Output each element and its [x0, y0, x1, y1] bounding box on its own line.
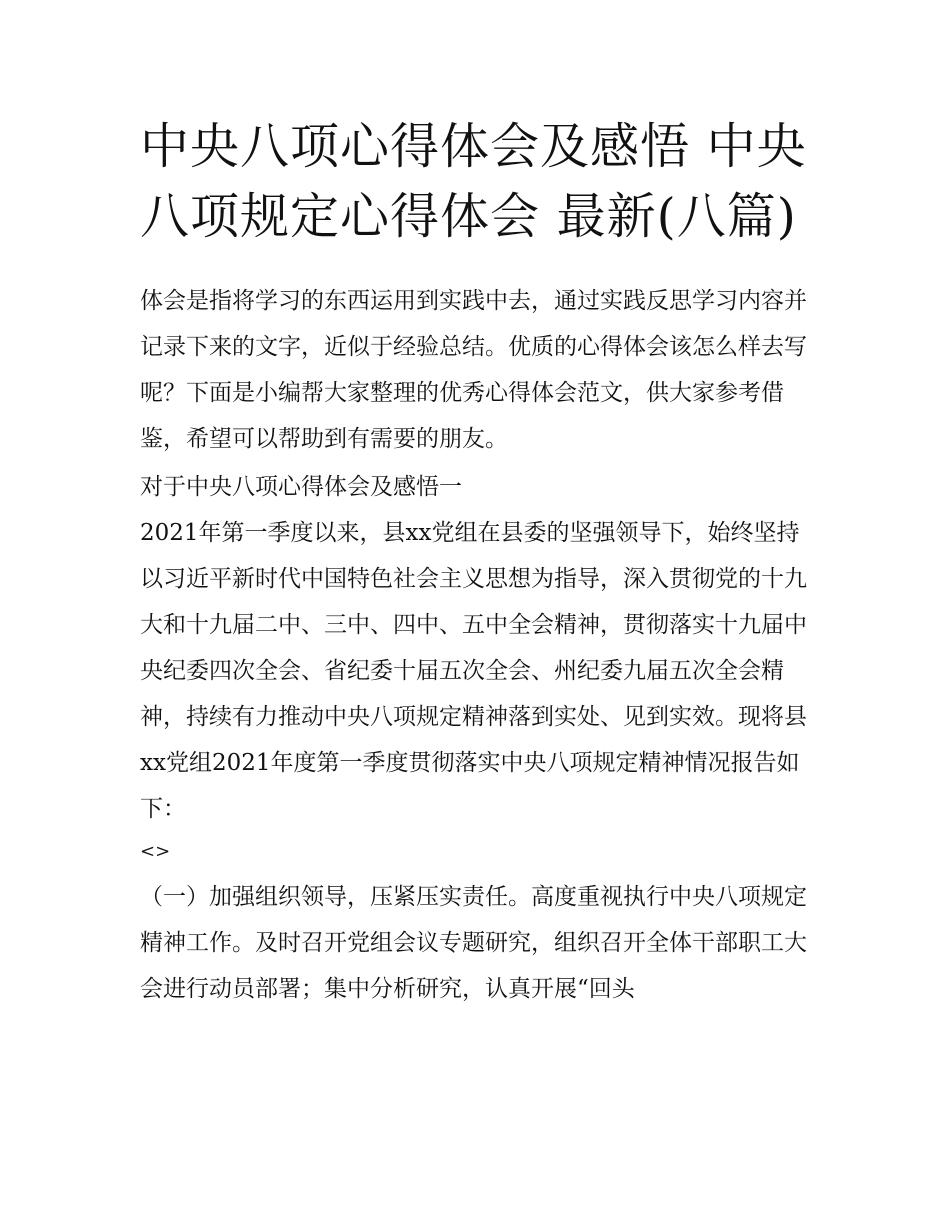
body-paragraph-2: （一）加强组织领导，压紧压实责任。高度重视执行中央八项规定精神工作。及时召开党组会议专题研究，组织召开全体干部职工大会进行动员部署；集中分析研究，认真开展“回头: [140, 884, 807, 1002]
section-heading: 对于中央八项心得体会及感悟一: [140, 474, 462, 500]
document-body: [140, 278, 812, 1012]
document-title: 中央八项心得体会及感悟 中央八项规定心得体会 最新(八篇): [140, 118, 807, 245]
intro-paragraph: 体会是指将学习的东西运用到实践中去，通过实践反思学习内容并记录下来的文字，近似于经验总结。优质的心得体会该怎么样去写呢？下面是小编帮大家整理的优秀心得体会范文，供大家参考借鉴，希望可以帮助到有需要的朋友。: [140, 288, 807, 452]
placeholder-marker: <>: [140, 841, 171, 862]
body-paragraph-1: 2021年第一季度以来，县xx党组在县委的坚强领导下，始终坚持以习近平新时代中国特色社会主义思想为指导，深入贯彻党的十九大和十九届二中、三中、四中、五中全会精神，贯彻落实十九届中央纪委四次全会、省纪委十届五次全会、州纪委九届五次全会精神，持续有力推动中央八项规定精神落到实处、见到实效。现将县xx党组2021年度第一季度贯彻落实中央八项规定精神情况报告如下：: [140, 520, 807, 822]
